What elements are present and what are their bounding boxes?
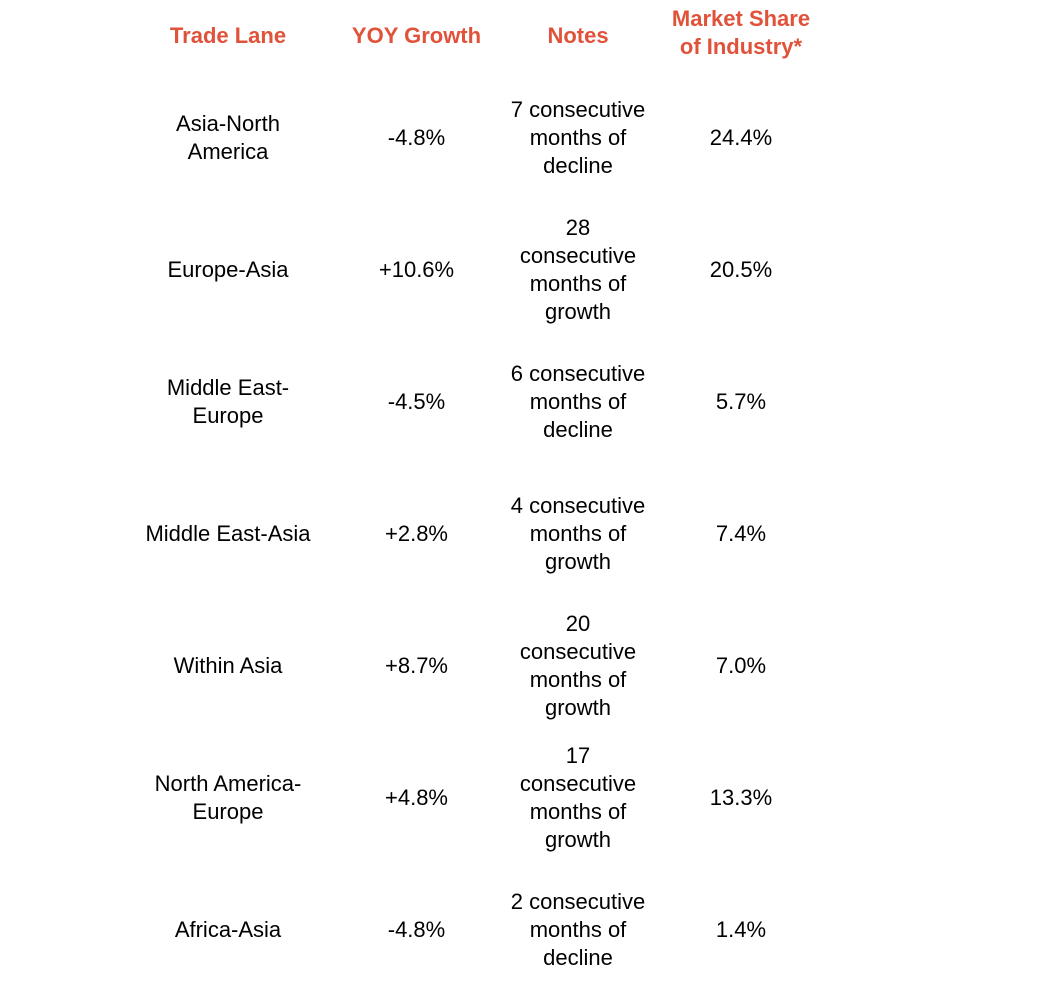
notes-cell — [495, 336, 661, 468]
notes-label: 2 consecutive months of decline — [510, 889, 646, 970]
trade-lane-cell — [118, 600, 338, 732]
trade-lane-cell — [118, 468, 338, 600]
yoy-growth-cell: -4.8% — [387, 917, 446, 942]
yoy-growth-cell: +10.6% — [378, 257, 455, 282]
yoy-growth-cell: +2.8% — [385, 521, 448, 546]
notes-label: 7 consecutive months of decline — [510, 97, 646, 178]
table-row — [118, 72, 821, 204]
table-row — [118, 204, 821, 336]
trade-lane-table — [118, 0, 821, 996]
trade-lane-cell — [118, 336, 338, 468]
header-market-share-label: Market Share of Industry* — [671, 6, 811, 59]
notes-cell — [495, 600, 661, 732]
trade-lane-label: North America-Europe — [154, 771, 302, 824]
notes-label: 28 consecutive months of growth — [519, 215, 637, 324]
notes-label: 6 consecutive months of decline — [510, 361, 646, 442]
header-trade-lane: Trade Lane — [169, 23, 287, 48]
yoy-growth-cell: +4.8% — [385, 785, 448, 810]
table-row — [118, 336, 821, 468]
yoy-growth-cell: +8.7% — [385, 653, 448, 678]
trade-lane-label: Middle East-Asia — [145, 521, 311, 546]
trade-lane-label: Within Asia — [173, 653, 283, 678]
table-row — [118, 468, 821, 600]
market-share-cell: 7.0% — [715, 653, 767, 678]
market-share-cell: 5.7% — [715, 389, 767, 414]
trade-lane-label: Africa-Asia — [174, 917, 282, 942]
notes-label: 17 consecutive months of growth — [519, 743, 637, 852]
notes-cell — [495, 72, 661, 204]
notes-label: 20 consecutive months of growth — [519, 611, 637, 720]
notes-cell — [495, 468, 661, 600]
trade-lane-cell — [118, 72, 338, 204]
table-row — [118, 864, 821, 996]
trade-lane-label: Asia-North America — [176, 111, 280, 164]
table-row — [118, 732, 821, 864]
header-row — [118, 0, 821, 72]
table-row — [118, 600, 821, 732]
header-notes: Notes — [547, 23, 609, 48]
market-share-cell: 24.4% — [709, 125, 773, 150]
trade-lane-cell — [118, 864, 338, 996]
notes-cell — [495, 864, 661, 996]
yoy-growth-cell: -4.5% — [387, 389, 446, 414]
market-share-cell: 20.5% — [709, 257, 773, 282]
notes-cell — [495, 204, 661, 336]
notes-cell — [495, 732, 661, 864]
yoy-growth-cell: -4.8% — [387, 125, 446, 150]
trade-lane-label: Europe-Asia — [167, 257, 289, 282]
market-share-cell: 1.4% — [715, 917, 767, 942]
trade-lane-cell — [118, 204, 338, 336]
trade-lane-cell — [118, 732, 338, 864]
market-share-cell: 7.4% — [715, 521, 767, 546]
header-yoy-growth: YOY Growth — [351, 23, 482, 48]
market-share-cell: 13.3% — [709, 785, 773, 810]
trade-lane-label: Middle East-Europe — [166, 375, 290, 428]
header-market-share — [661, 0, 821, 72]
notes-label: 4 consecutive months of growth — [510, 493, 646, 574]
